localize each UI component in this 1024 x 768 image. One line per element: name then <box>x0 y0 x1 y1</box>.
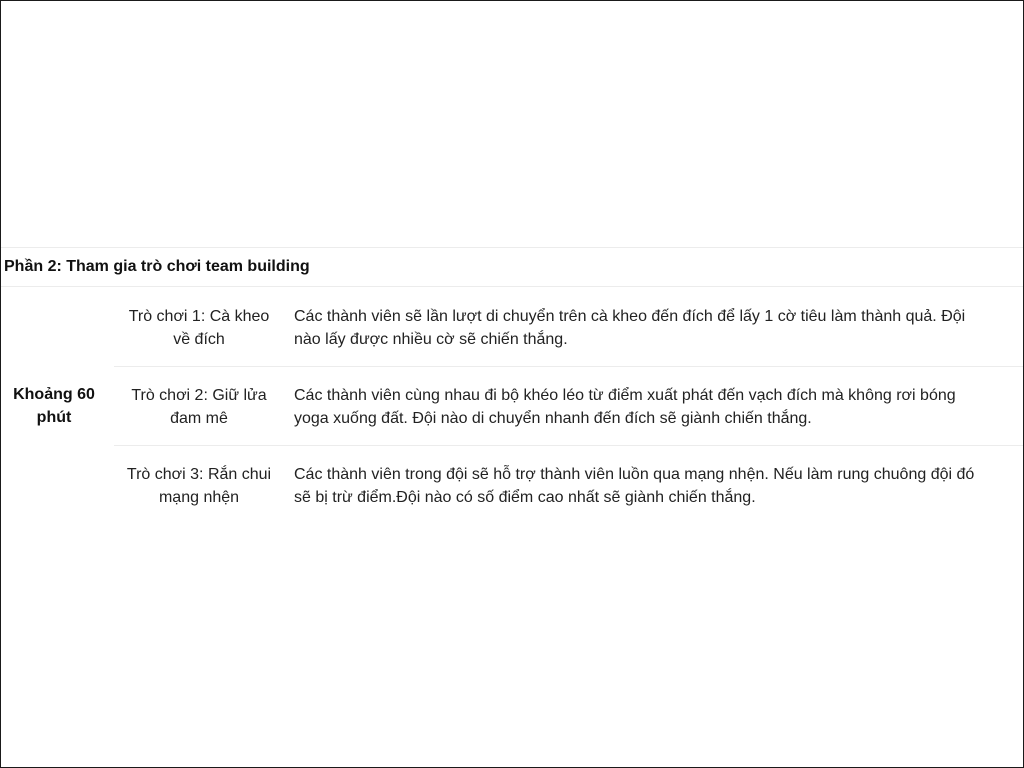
game-name-line-1: Trò chơi 1: Cà kheo <box>128 308 270 325</box>
game-description-cell <box>294 463 1021 509</box>
game-name-cell <box>114 384 284 430</box>
game-description-line-1: Các thành viên cùng nhau đi bộ khéo léo từ điểm xuất phát đến vạch đích mà không rơi bóng <box>294 387 956 404</box>
duration-cell <box>1 383 107 429</box>
game-name-cell <box>114 305 284 351</box>
game-description-line-1: Các thành viên trong đội sẽ hỗ trợ thành viên luồn qua mạng nhện. Nếu làm rung chuông đội đó <box>294 466 975 483</box>
game-name-line-2: mạng nhện <box>158 489 240 506</box>
table-row-game-2 <box>114 367 1023 446</box>
game-description-line-2: sẽ bị trừ điểm.Đội nào có số điểm cao nhất sẽ giành chiến thắng. <box>294 489 756 506</box>
game-name-cell <box>114 463 284 509</box>
game-name-line-2: đam mê <box>170 410 228 427</box>
table-row-game-1 <box>114 288 1023 367</box>
game-description-line-2: nào lấy được nhiều cờ sẽ chiến thắng. <box>294 331 568 348</box>
game-description-cell <box>294 384 1021 430</box>
game-description-line-2: yoga xuống đất. Đội nào di chuyển nhanh đến đích sẽ giành chiến thắng. <box>294 410 812 427</box>
duration-line-1: Khoảng 60 <box>13 386 95 403</box>
table-row-game-3 <box>114 446 1023 524</box>
game-name-line-1: Trò chơi 3: Rắn chui <box>126 466 272 483</box>
section-header-row <box>1 247 1023 287</box>
section-title: Phần 2: Tham gia trò chơi team building <box>4 258 310 275</box>
game-description-line-1: Các thành viên sẽ lần lượt di chuyển trên cà kheo đến đích để lấy 1 cờ tiêu làm thành quả. Đội <box>294 308 966 325</box>
game-name-line-2: về đích <box>173 331 225 348</box>
game-name-line-1: Trò chơi 2: Giữ lửa <box>131 387 267 404</box>
game-description-cell <box>294 305 1021 351</box>
duration-line-2: phút <box>36 409 72 426</box>
